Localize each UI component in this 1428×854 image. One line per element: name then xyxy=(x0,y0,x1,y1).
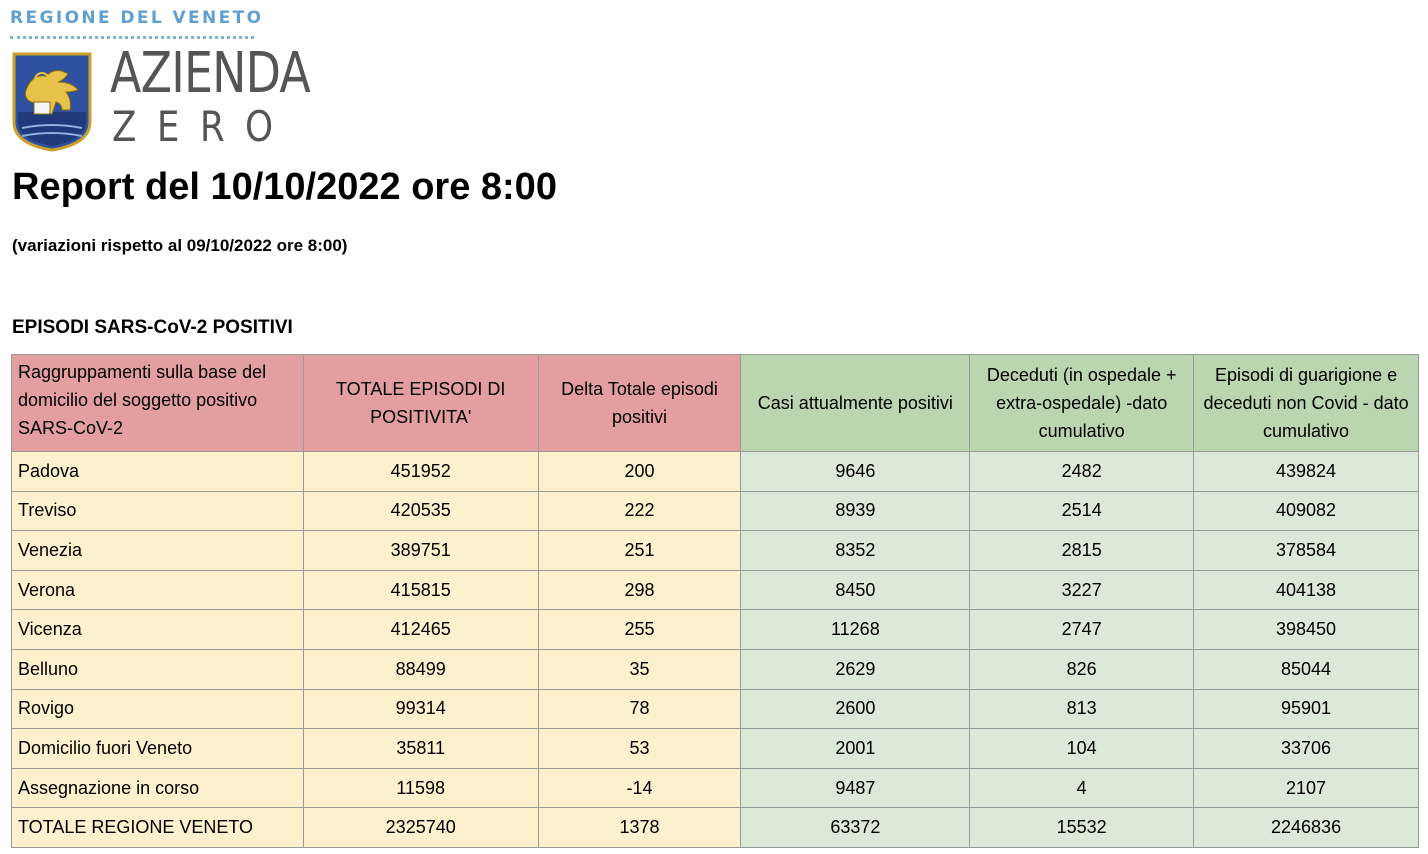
table-cell: 200 xyxy=(538,452,741,492)
table-cell: 35811 xyxy=(303,729,538,769)
table-row xyxy=(12,649,1419,689)
table-cell: 409082 xyxy=(1194,491,1419,531)
logo-azienda-text: AZIENDA xyxy=(110,41,311,106)
row-label: Domicilio fuori Veneto xyxy=(12,729,304,769)
table-cell: 104 xyxy=(970,729,1194,769)
table-header-row xyxy=(12,355,1419,452)
table-cell: 2107 xyxy=(1194,768,1419,808)
table-row xyxy=(12,808,1419,848)
lion-crest-icon xyxy=(12,52,92,152)
table-cell: 3227 xyxy=(970,570,1194,610)
table-cell: 813 xyxy=(970,689,1194,729)
table-cell: 53 xyxy=(538,729,741,769)
table-cell: 95901 xyxy=(1194,689,1419,729)
row-label: TOTALE REGIONE VENETO xyxy=(12,808,304,848)
table-cell: 251 xyxy=(538,531,741,571)
positive-episodes-table xyxy=(11,354,1419,848)
table-cell: 2325740 xyxy=(303,808,538,848)
table-cell: 826 xyxy=(970,649,1194,689)
column-header: Episodi di guarigione e deceduti non Covid - dato cumulativo xyxy=(1194,355,1419,452)
table-row xyxy=(12,491,1419,531)
table-cell: 63372 xyxy=(741,808,970,848)
table-cell: 389751 xyxy=(303,531,538,571)
row-label: Rovigo xyxy=(12,689,304,729)
table-cell: 439824 xyxy=(1194,452,1419,492)
table-cell: 8939 xyxy=(741,491,970,531)
table-row xyxy=(12,729,1419,769)
table-row xyxy=(12,452,1419,492)
table-cell: 1378 xyxy=(538,808,741,848)
table-cell: 2600 xyxy=(741,689,970,729)
table-cell: 11598 xyxy=(303,768,538,808)
table-row xyxy=(12,531,1419,571)
table-cell: 298 xyxy=(538,570,741,610)
table-body xyxy=(12,452,1419,848)
table-cell: 15532 xyxy=(970,808,1194,848)
row-label: Vicenza xyxy=(12,610,304,650)
table-cell: 451952 xyxy=(303,452,538,492)
table-cell: 2514 xyxy=(970,491,1194,531)
row-label: Treviso xyxy=(12,491,304,531)
column-header: TOTALE EPISODI DI POSITIVITA' xyxy=(303,355,538,452)
table-cell: 4 xyxy=(970,768,1194,808)
table-row xyxy=(12,610,1419,650)
table-cell: -14 xyxy=(538,768,741,808)
report-subtitle: (variazioni rispetto al 09/10/2022 ore 8:00) xyxy=(12,236,348,255)
table-cell: 8352 xyxy=(741,531,970,571)
table-cell: 415815 xyxy=(303,570,538,610)
table-cell: 378584 xyxy=(1194,531,1419,571)
row-label: Assegnazione in corso xyxy=(12,768,304,808)
table-cell: 2482 xyxy=(970,452,1194,492)
column-header: Raggruppamenti sulla base del domicilio del soggetto positivo SARS-CoV-2 xyxy=(12,355,304,452)
table-cell: 35 xyxy=(538,649,741,689)
logo-zero-text: ZERO xyxy=(112,102,294,151)
region-title: REGIONE DEL VENETO xyxy=(10,8,264,28)
section-title: EPISODI SARS-CoV-2 POSITIVI xyxy=(12,317,293,338)
table-cell: 2747 xyxy=(970,610,1194,650)
table-cell: 8450 xyxy=(741,570,970,610)
table-cell: 78 xyxy=(538,689,741,729)
column-header: Casi attualmente positivi xyxy=(741,355,970,452)
table-cell: 2629 xyxy=(741,649,970,689)
row-label: Padova xyxy=(12,452,304,492)
row-label: Venezia xyxy=(12,531,304,571)
table-cell: 404138 xyxy=(1194,570,1419,610)
column-header: Deceduti (in ospedale + extra-ospedale) -dato cumulativo xyxy=(970,355,1194,452)
table-cell: 11268 xyxy=(741,610,970,650)
table-cell: 222 xyxy=(538,491,741,531)
table-row xyxy=(12,689,1419,729)
logo-block xyxy=(10,8,311,151)
dotted-divider xyxy=(10,36,254,39)
table-cell: 99314 xyxy=(303,689,538,729)
table-cell: 88499 xyxy=(303,649,538,689)
table-cell: 9487 xyxy=(741,768,970,808)
row-label: Verona xyxy=(12,570,304,610)
table-cell: 420535 xyxy=(303,491,538,531)
table-cell: 85044 xyxy=(1194,649,1419,689)
column-header: Delta Totale episodi positivi xyxy=(538,355,741,452)
table-cell: 9646 xyxy=(741,452,970,492)
report-title: Report del 10/10/2022 ore 8:00 xyxy=(12,166,557,208)
table-row xyxy=(12,768,1419,808)
table-cell: 398450 xyxy=(1194,610,1419,650)
table-cell: 2815 xyxy=(970,531,1194,571)
table-row xyxy=(12,570,1419,610)
table-cell: 33706 xyxy=(1194,729,1419,769)
table-cell: 2246836 xyxy=(1194,808,1419,848)
row-label: Belluno xyxy=(12,649,304,689)
table-cell: 2001 xyxy=(741,729,970,769)
table-cell: 412465 xyxy=(303,610,538,650)
table-cell: 255 xyxy=(538,610,741,650)
